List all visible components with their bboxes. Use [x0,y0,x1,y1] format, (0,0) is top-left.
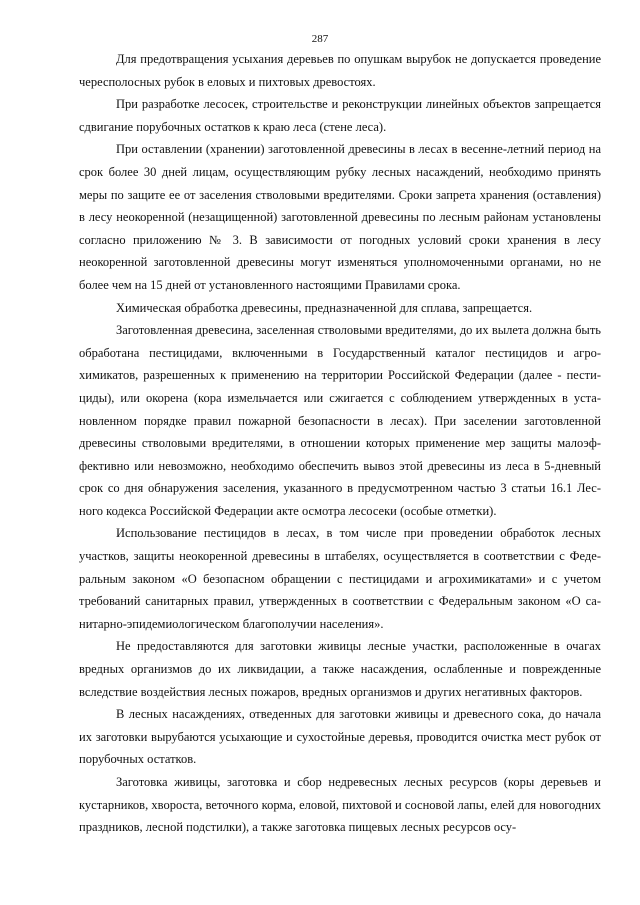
paragraph-pesticide-use: Использование пестицидов в лесах, в том числе при проведении обработок лесных участков, защиты неокоренной древесины в штабелях, осуществляется в соответствии с Федеральным законом «О безопасном обращении с пестицидами и агрохимикатами» и с учетом требований санитарных правил, утвержденных в соответствии с Федеральным законом «О санитарно-эпидемиологическом благополучии населения». [79,526,601,631]
paragraph-non-timber-resources: Заготовка живицы, заготовка и сбор недревесных лесных ресурсов (коры деревьев и кустарников, хвороста, веточного корма, еловой, пихтовой и сосновой лапы, елей для новогодних праздников, лесной подстилки), а также заготовка пищевых лесных ресурсов осу- [79,775,601,835]
body-text [79,48,601,839]
paragraph-desiccation-prevention: Для предотвращения усыхания деревьев по опушкам вырубок не допускается проведение чересполосных рубок в еловых и пихтовых древостоях. [79,52,601,89]
paragraph-logging-residues: При разработке лесосек, строительстве и реконструкции линейных объектов запрещается сдвигание порубочных остатков к краю леса (стене леса). [79,97,601,134]
paragraph-chemical-treatment: Химическая обработка древесины, предназначенной для сплава, запрещается. [116,300,533,315]
page-number: 287 [311,33,329,45]
paragraph-resin-sap-stands: В лесных насаждениях, отведенных для заготовки живицы и древесного сока, до начала их заготовки вырубаются усыхающие и сухостойные деревья, проводится очистка мест рубок от порубочных остатков. [79,707,601,767]
paragraph-resin-plots: Не предоставляются для заготовки живицы лесные участки, расположенные в очагах вредных организмов до их ликвидации, а также насаждения, ослабленные и поврежденные вследствие воздействия лесных пожаров, вредных организмов и других негативных факторов. [79,639,601,699]
paragraph-timber-storage: При оставлении (хранении) заготовленной древесины в лесах в весенне-летний период на срок более 30 дней лицам, осуществляющим рубку лесных насаждений, необходимо принять меры по защите ее от заселения стволовыми вредителями. Сроки запрета хранения (оставления) в лесу неокоренной (незащищенной) заготовленной древесины по лесным районам установлены согласно приложению № 3. В зависимости от погодных условий сроки хранения в лесу неокоренной заготовленной древесины могут изменяться уполномоченными органами, но не более чем на 15 дней от установленного настоящими Правилами срока. [79,142,601,292]
paragraph-infested-timber: Заготовленная древесина, заселенная стволовыми вредителями, до их вылета должна быть обработана пестицидами, включенными в Государственный каталог пестицидов и агрохимикатов, разрешенных к применению на территории Российской Федерации (далее - пестициды), или окорена (кора измельчается или сжигается с соблюдением утвержденных в установленном порядке правил пожарной безопасности в лесах). При заселении заготовленной древесины стволовыми вредителями, в отношении которых применение мер защиты малоэффективно или невозможно, необходимо обеспечить вывоз этой древесины из леса в 5-дневный срок со дня обнаружения заселения, указанного в предусмотренном частью 3 статьи 16.1 Лесного кодекса Российской Федерации акте осмотра лесосеки (особые отметки). [79,323,601,518]
